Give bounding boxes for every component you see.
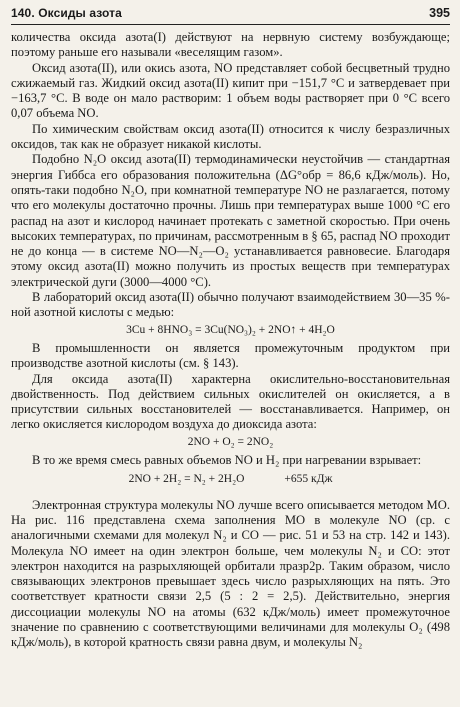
running-header	[11, 0, 450, 25]
equation: 2NO + 2H₂ = N₂ + 2H₂O	[128, 473, 245, 486]
page-body	[11, 25, 450, 651]
paragraph: Электронная структура молекулы NO лучше всего описывается методом МО. На рис. 116 представлена схема заполнения МО в молекуле NO (ср. с аналогичными схемами для молекул N₂ и CO — рис. 51 и 53 на стр. 142 и 143). Молекула NO имеет на один электрон больше, чем молекулы N₂ и CO: этот электрон находится на разрыхляющей орбитали πразр2p. Таким образом, число связывающих электронов превышает здесь число разрыхляющих на пять. Это соответствует кратности связи 2,5 (5 : 2 = 2,5). Действительно, энергия диссоциации молекулы NO на атомы (632 кДж/моль) имеет промежуточное значение по сравнению с соответствующими величинами для молекулы O₂ (498 кДж/моль), в которой кратность связи равна двум, и молекулы N₂	[11, 497, 450, 650]
paragraph: В промышленности он является промежуточным продуктом при производстве азотной кислоты (см. § 143).	[11, 340, 450, 371]
equation-energy: +655 кДж	[284, 473, 333, 486]
paragraph: В лабораторий оксид азота(II) обычно получают взаимодействием 30—35 %-ной азотной кислоты с медью:	[11, 290, 450, 320]
paragraph: Оксид азота(II), или окись азота, NO представляет собой бесцветный трудно сжижаемый газ. Жидкий оксид азота(II) кипит при −151,7 °C и затвердевает при −163,7 °C. В воде он мало растворим: 1 объем воды растворяет при 0 °C всего 0,07 объема NO.	[11, 60, 450, 121]
paragraph: Подобно N₂O оксид азота(II) термодинамически неустойчив — стандартная энергия Гиббса его образования положительна (ΔG°обр = 86,6 кДж/моль). Но, опять-таки подобно N₂O, при комнатной температуре NO не разлагается, потому что его молекулы достаточно прочны. Лишь при температурах выше 1000 °C его распад на азот и кислород начинает протекать с заметной скоростью. При очень высоких температурах, по причинам, рассмотренным в § 65, распад NO проходит не до конца — в системе NO—N₂—O₂ устанавливается равновесие. Благодаря этому оксид азота(II) можно получить из простых веществ при температурах электрической дуги (3000—4000 °C).	[11, 152, 450, 289]
paragraph: Для оксида азота(II) характерна окислительно-восстановительная двойственность. Под действием сильных окислителей он окисляется, а в присутствии сильных восстановителей — восстанавливается. Например, он легко окисляется кислородом воздуха до диоксида азота:	[11, 371, 450, 432]
equation-row	[11, 472, 450, 487]
paragraph: По химическим свойствам оксид азота(II) относится к числу безразличных оксидов, так как не образует никакой кислоты.	[11, 121, 450, 152]
page-number: 395	[429, 6, 450, 20]
paragraph: В то же время смесь равных объемов NO и H₂ при нагревании взрывает:	[32, 453, 422, 468]
equation: 3Cu + 8HNO₃ = 3Cu(NO₃)₂ + 2NO↑ + 4H₂O	[126, 323, 335, 336]
section-title: 140. Оксиды азота	[11, 6, 122, 20]
paragraph: количества оксида азота(I) действуют на нервную систему возбуждающе; поэтому раньше его называли «веселящим газом».	[11, 30, 450, 60]
equation: 2NO + O₂ = 2NO₂	[187, 435, 274, 448]
